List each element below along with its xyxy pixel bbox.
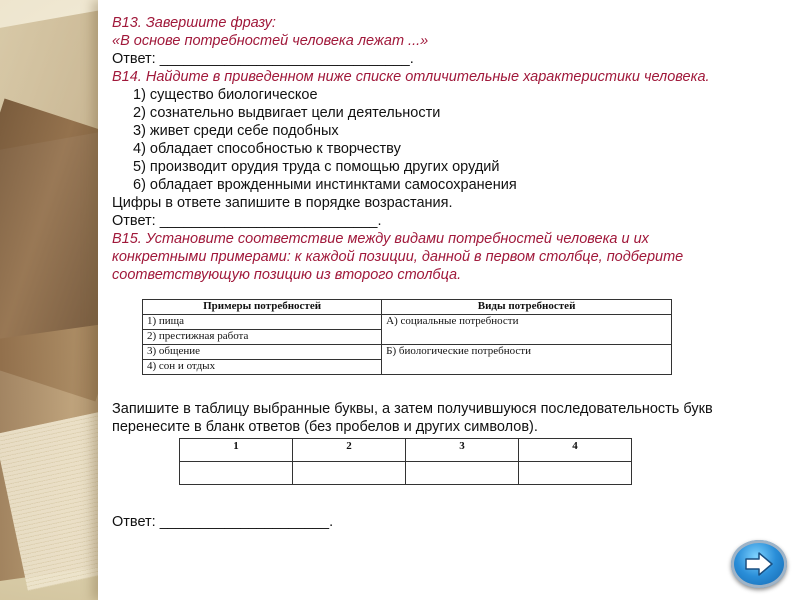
answer-cell[interactable] [406, 462, 519, 485]
type-cell: А) социальные потребности [382, 315, 672, 345]
b14-item: 1) существо биологическое [133, 87, 318, 103]
answer-cell[interactable] [180, 462, 293, 485]
b14-item: 4) обладает способностью к творчеству [133, 141, 401, 157]
answer-header: 1 [180, 439, 293, 462]
table-header: Примеры потребностей [143, 300, 382, 315]
b13-quote: «В основе потребностей человека лежат ...» [112, 33, 429, 49]
answer-header: 3 [406, 439, 519, 462]
questions-content [112, 14, 772, 284]
next-slide-button[interactable] [731, 540, 787, 588]
table-header: Виды потребностей [382, 300, 672, 315]
b14-item: 5) производит орудия труда с помощью других орудий [133, 159, 500, 175]
answer-header: 4 [519, 439, 632, 462]
b15-answer: Ответ: _____________________. [112, 514, 334, 530]
example-cell: 2) престижная работа [143, 330, 382, 345]
answer-cell[interactable] [519, 462, 632, 485]
b15-title-line: соответствующую позицию из второго столбца. [112, 267, 462, 283]
type-cell: Б) биологические потребности [382, 345, 672, 375]
matching-table [142, 299, 672, 375]
b13-title: В13. Завершите фразу: [112, 15, 276, 31]
arrow-right-icon [744, 551, 774, 577]
b15-title-line: В15. Установите соответствие между видами потребностей человека и их [112, 231, 649, 247]
b14-item: 2) сознательно выдвигает цели деятельности [133, 105, 441, 121]
example-cell: 1) пища [143, 315, 382, 330]
example-cell: 3) общение [143, 345, 382, 360]
b14-item: 3) живет среди себе подобных [133, 123, 339, 139]
b14-title: В14. Найдите в приведенном ниже списке отличительные характеристики человека. [112, 69, 710, 85]
answer-table [179, 438, 632, 485]
answer-cell[interactable] [293, 462, 406, 485]
example-cell: 4) сон и отдых [143, 360, 382, 375]
b14-answer: Ответ: ___________________________. [112, 213, 382, 229]
b15-title-line: конкретными примерами: к каждой позиции, данной в первом столбце, подберите [112, 249, 684, 265]
b15-instruction-line: Запишите в таблицу выбранные буквы, а затем получившуюся последовательность букв [112, 401, 713, 417]
b14-item: 6) обладает врожденными инстинктами самосохранения [133, 177, 517, 193]
answer-header: 2 [293, 439, 406, 462]
b13-answer: Ответ: _______________________________. [112, 51, 414, 67]
b14-instruction: Цифры в ответе запишите в порядке возрастания. [112, 195, 453, 211]
b15-instruction-line: перенесите в бланк ответов (без пробелов и других символов). [112, 419, 538, 435]
b15-instruction [112, 400, 713, 436]
